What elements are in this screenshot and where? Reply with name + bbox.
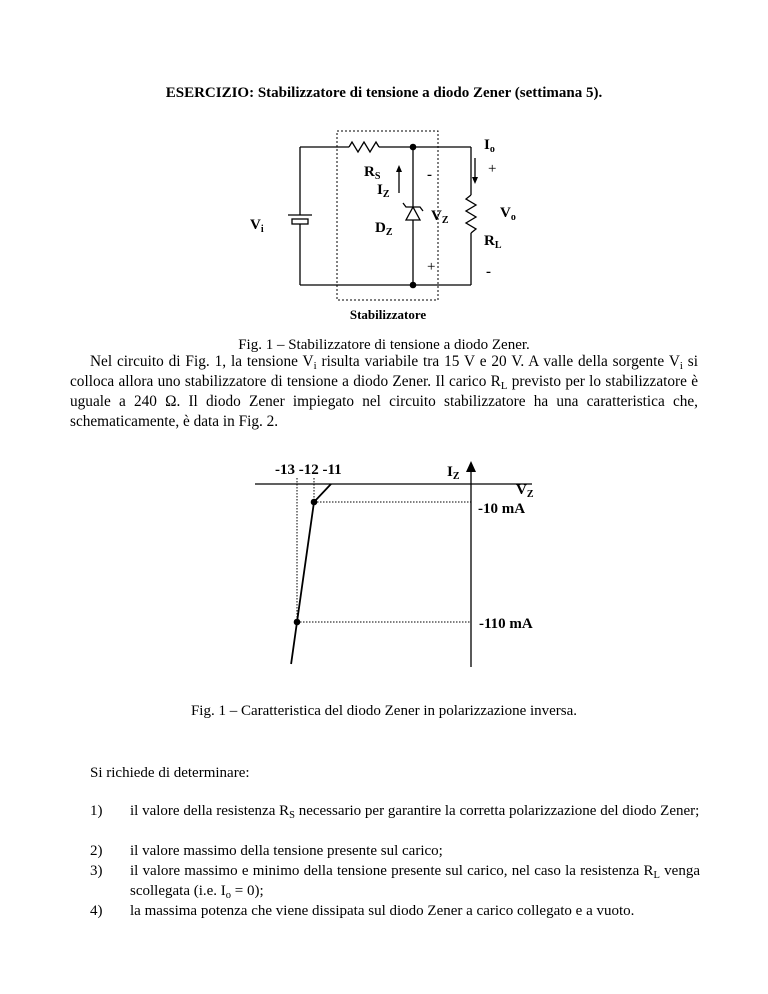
minus-top-label: - xyxy=(427,167,432,183)
question-lead: Si richiede di determinare: xyxy=(90,765,250,781)
rs-label: $R_S$ xyxy=(364,164,381,182)
dz-label: $D_Z$ xyxy=(375,220,393,238)
item-number-4: 4) xyxy=(90,903,103,919)
item-text-1: il valore della resistenza $R_S$ necessario per garantire la corretta polarizzazione del diodo Zener; xyxy=(130,803,700,821)
rs-resistor xyxy=(349,142,379,152)
vo-label: $V_o$ xyxy=(500,205,516,223)
stabilizer-box xyxy=(337,131,438,300)
minus-bottom-label: - xyxy=(486,264,491,280)
zener-diode xyxy=(406,207,420,220)
body-paragraph: Nel circuito di Fig. 1, la tensione $V_i$ risulta variabile tra 15 V e 20 V. A valle della sorgente $V_i$ si colloca allora uno stabilizzatore di tensione a diodo Zener. Il carico $R_L$ previsto per lo stabilizzatore è uguale a 240 Ω. Il diodo Zener impiegato nel circuito stabilizzatore ha una caratteristica che, schematicamente, è data in Fig. 2. xyxy=(70,353,699,430)
battery-plate-short xyxy=(292,219,308,224)
io-label: $I_o$ xyxy=(484,137,495,155)
item-text-3: il valore massimo e minimo della tensione presente sul carico, nel caso la resistenza $R_L$ venga scollegata (i.e. $I_o = 0$); xyxy=(130,863,700,901)
vi-label: $V_i$ xyxy=(250,217,264,235)
fig2-caption: Fig. 1 – Caratteristica del diodo Zener in polarizzazione inversa. xyxy=(190,703,578,719)
item-number-3: 3) xyxy=(90,863,103,879)
document-title: ESERCIZIO: Stabilizzatore di tensione a diodo Zener (settimana 5). xyxy=(165,85,603,101)
x-tick-labels: -13 -12 -11 xyxy=(275,462,342,478)
plus-top-label: + xyxy=(488,161,497,177)
item-number-2: 2) xyxy=(90,843,103,859)
circuit-diagram xyxy=(0,0,768,330)
plus-bottom-label: + xyxy=(427,259,436,275)
item-text-4: la massima potenza che viene dissipata sul diodo Zener a carico collegato e a vuoto. xyxy=(130,903,635,919)
node-bottom xyxy=(410,282,417,289)
node-top xyxy=(410,144,417,151)
stabilizer-label: Stabilizzatore xyxy=(349,307,427,322)
vz-axis-label: $V_Z$ xyxy=(516,482,534,500)
rl-resistor xyxy=(466,195,476,233)
curve-point-2 xyxy=(294,619,301,626)
vz-label: $V_Z$ xyxy=(431,208,449,226)
y-tick-110ma: -110 mA xyxy=(479,616,533,632)
iz-label: $I_Z$ xyxy=(377,182,390,200)
item-text-2: il valore massimo della tensione presente sul carico; xyxy=(130,843,443,859)
y-tick-10ma: -10 mA xyxy=(478,501,526,517)
fig1-caption: Fig. 1 – Stabilizzatore di tensione a diodo Zener. xyxy=(238,337,530,353)
item-number-1: 1) xyxy=(90,803,103,819)
rl-label: $R_L$ xyxy=(484,233,502,251)
curve-point-1 xyxy=(311,499,318,506)
iz-axis-label: $I_Z$ xyxy=(447,464,460,482)
zener-characteristic-chart xyxy=(0,430,768,680)
